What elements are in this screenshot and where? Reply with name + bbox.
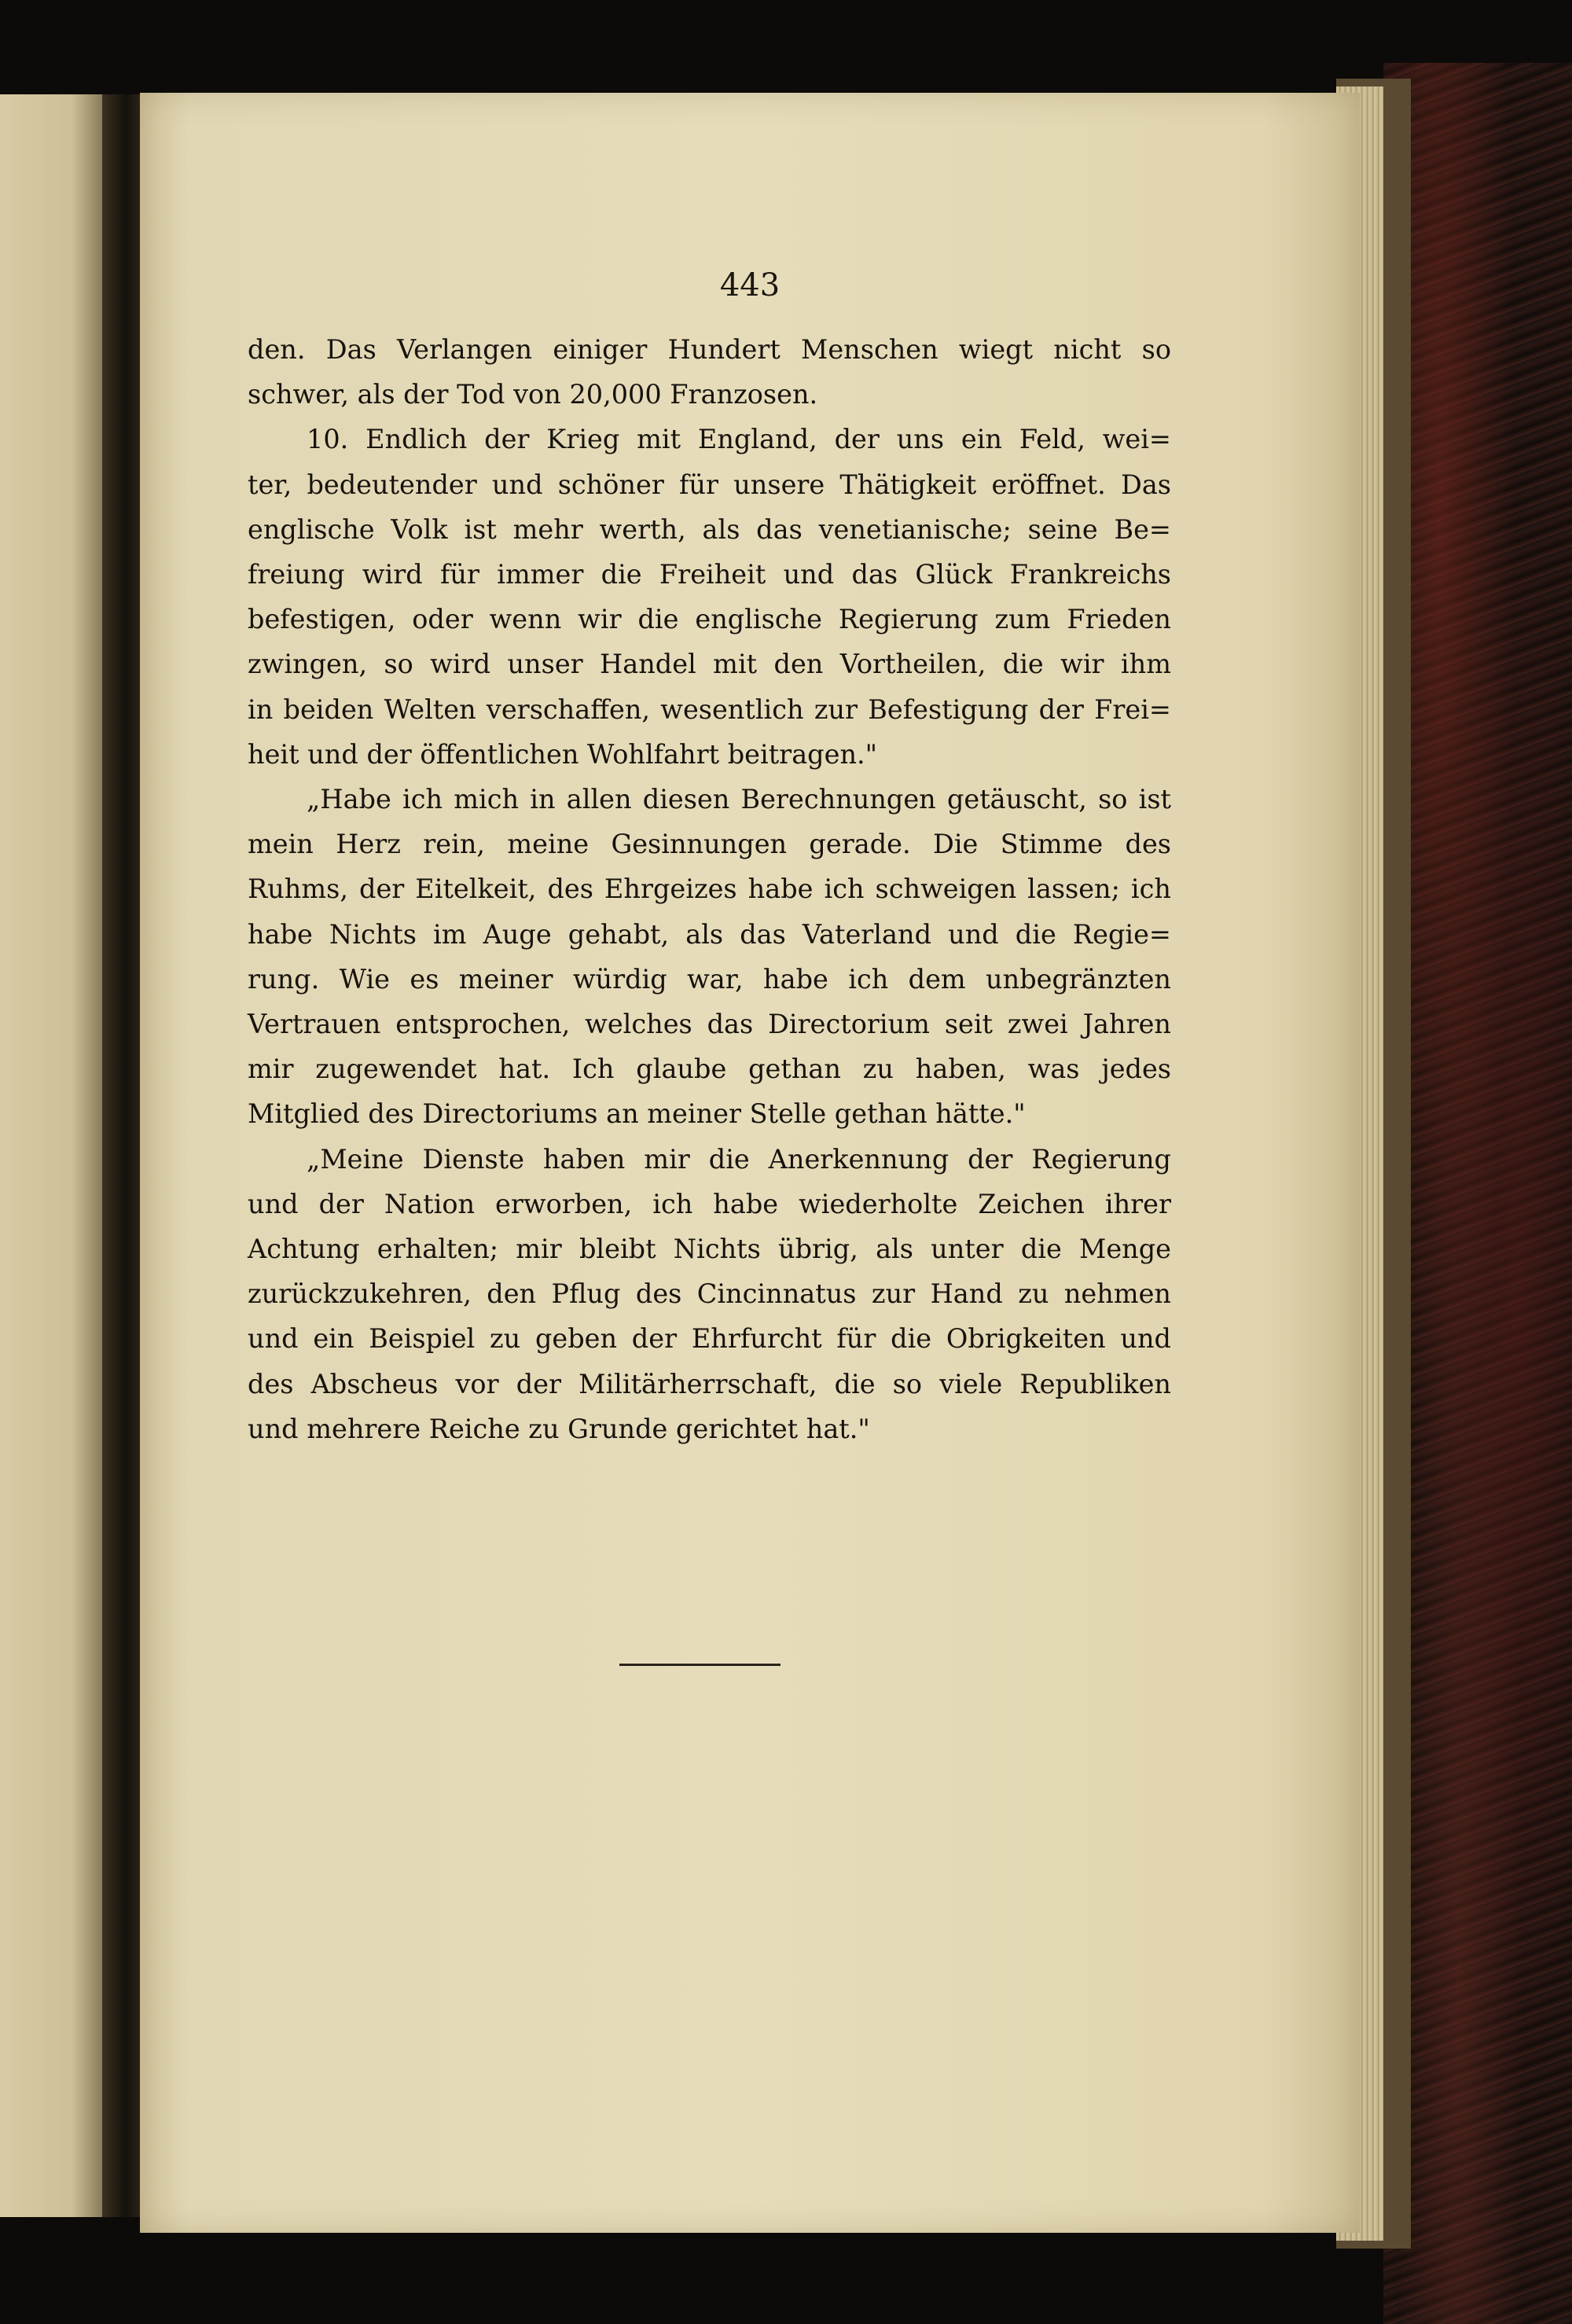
page-number: 443 xyxy=(719,267,780,303)
text-line: 10. Endlich der Krieg mit England, der uns ein Feld, wei= xyxy=(307,424,1171,455)
text-line: Vertrauen entsprochen, welches das Directorium seit zwei Jahren xyxy=(248,1009,1171,1040)
text-line: ter, bedeutender und schöner für unsere Thätigkeit eröffnet. Das xyxy=(248,469,1171,500)
text-line: zurückzukehren, den Pflug des Cincinnatus zur Hand zu nehmen xyxy=(248,1278,1171,1310)
text-line: freiung wird für immer die Freiheit und das Glück Frankreichs xyxy=(248,559,1171,590)
text-line: in beiden Welten verschaffen, wesentlich zur Befestigung der Frei= xyxy=(248,693,1171,725)
text-line: mir zugewendet hat. Ich glaube gethan zu haben, was jedes xyxy=(248,1054,1171,1085)
body-text xyxy=(248,327,1171,1451)
text-line: schwer, als der Tod von 20,000 Franzosen. xyxy=(248,379,818,410)
text-line: befestigen, oder wenn wir die englische Regierung zum Frieden xyxy=(248,604,1171,635)
text-line: Ruhms, der Eitelkeit, des Ehrgeizes habe ich schweigen lassen; ich xyxy=(248,873,1171,905)
left-page-edge xyxy=(0,94,102,2217)
text-line: des Abscheus vor der Militärherrschaft, die so viele Republiken xyxy=(248,1368,1171,1399)
text-line: englische Volk ist mehr werth, als das venetianische; seine Be= xyxy=(248,513,1171,545)
marbled-book-edge xyxy=(1383,63,1572,2324)
text-line: heit und der öffentlichen Wohlfahrt beitragen." xyxy=(248,738,878,770)
text-line: „Meine Dienste haben mir die Anerkennung der Regierung xyxy=(307,1143,1171,1175)
text-line: „Habe ich mich in allen diesen Berechnungen getäuscht, so ist xyxy=(307,784,1171,815)
text-line: habe Nichts im Auge gehabt, als das Vaterland und die Regie= xyxy=(248,918,1171,950)
text-line: den. Das Verlangen einiger Hundert Menschen wiegt nicht so xyxy=(248,334,1171,365)
text-line: zwingen, so wird unser Handel mit den Vortheilen, die wir ihm xyxy=(248,649,1171,680)
book-gutter xyxy=(102,94,141,2217)
text-line: mein Herz rein, meine Gesinnungen gerade. Die Stimme des xyxy=(248,829,1171,860)
text-line: und ein Beispiel zu geben der Ehrfurcht für die Obrigkeiten und xyxy=(248,1323,1171,1355)
text-line: und der Nation erworben, ich habe wiederholte Zeichen ihrer xyxy=(248,1188,1171,1219)
text-line: rung. Wie es meiner würdig war, habe ich dem unbegränzten xyxy=(248,963,1171,995)
text-line: Mitglied des Directoriums an meiner Stelle gethan hätte." xyxy=(248,1098,1026,1130)
text-line: Achtung erhalten; mir bleibt Nichts übrig, als unter die Menge xyxy=(248,1234,1171,1265)
text-line: und mehrere Reiche zu Grunde gerichtet hat." xyxy=(248,1413,870,1444)
section-rule xyxy=(619,1664,780,1666)
book-page xyxy=(140,93,1360,2233)
